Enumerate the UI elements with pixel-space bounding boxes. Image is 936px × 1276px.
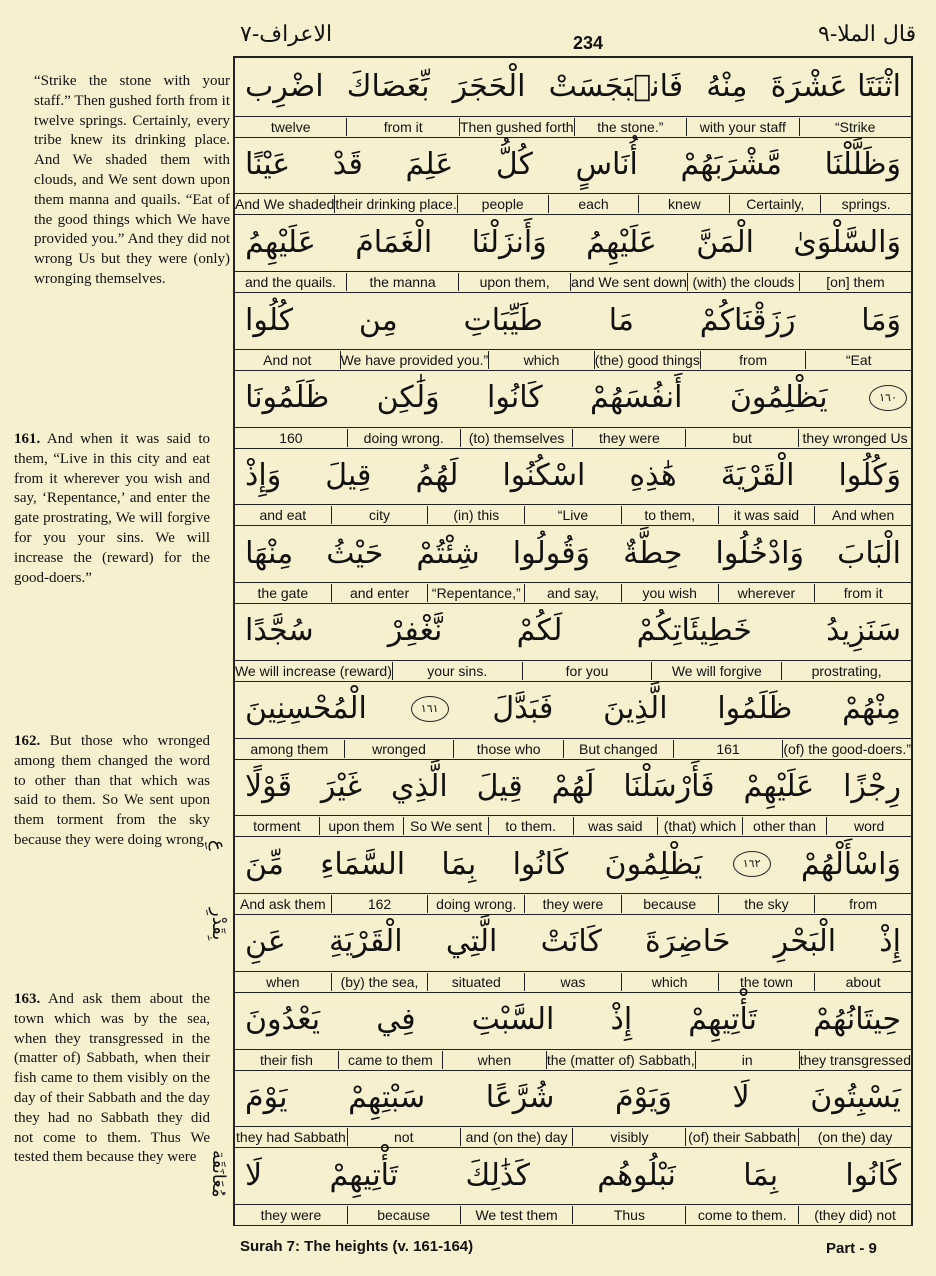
arabic-word: مَا <box>608 302 634 338</box>
word-translation: from <box>814 895 911 913</box>
word-translation: and say, <box>524 584 621 602</box>
arabic-word: سُجَّدًا <box>245 613 314 649</box>
verse-number: 162. <box>14 733 41 749</box>
verse-number: 161. <box>14 431 41 447</box>
verse-row <box>235 213 911 291</box>
arabic-line <box>239 913 907 971</box>
translation-line <box>235 738 911 760</box>
arabic-word: وَلَٰكِن <box>376 380 440 416</box>
translation-paragraph-161 <box>14 430 210 588</box>
arabic-word: يَظْلِمُونَ <box>729 380 828 416</box>
surah-footer: Surah 7: The heights (v. 161-164) <box>240 1238 474 1255</box>
translation-line <box>235 815 911 837</box>
word-translation: doing wrong. <box>347 429 460 447</box>
arabic-line <box>239 58 907 116</box>
arabic-word: الْبَابَ <box>837 535 901 571</box>
verse-row <box>235 835 911 913</box>
arabic-word: الْغَمَامَ <box>355 224 433 260</box>
arabic-word: يَسْبِتُونَ <box>810 1079 901 1115</box>
arabic-word: كُلُوا <box>245 302 294 338</box>
arabic-word: لَا <box>245 1157 263 1193</box>
word-translation: with your staff <box>686 118 798 136</box>
word-translation: you wish <box>621 584 718 602</box>
arabic-word: الَّذِينَ <box>603 691 668 727</box>
arabic-word: كَانُوا <box>512 846 569 882</box>
word-translation: upon them <box>319 817 404 835</box>
word-translation: We test them <box>460 1206 573 1224</box>
verse-row <box>235 58 911 136</box>
word-translation: springs. <box>820 195 911 213</box>
word-translation: (that) which <box>657 817 742 835</box>
arabic-word: ظَلَمُونَا <box>245 380 330 416</box>
surah-header: الاعراف-٧ <box>240 22 333 47</box>
arabic-word: وَالسَّلْوَىٰ <box>793 224 901 260</box>
translation-line <box>235 193 911 215</box>
word-translation: from it <box>814 584 911 602</box>
translation-paragraph-163 <box>14 990 210 1168</box>
word-translation: come to them. <box>685 1206 798 1224</box>
word-translation: So We sent <box>403 817 488 835</box>
arabic-word: حِطَّةٌ <box>623 535 683 571</box>
arabic-word: أَنفُسَهُمْ <box>590 380 683 416</box>
word-translation: the sky <box>718 895 815 913</box>
word-translation: (by) the sea, <box>331 973 428 991</box>
verse-row <box>235 680 911 758</box>
word-translation: from <box>700 351 806 369</box>
arabic-word: عَنِ <box>245 924 286 960</box>
arabic-word: عَلَيْهِمُ <box>586 224 657 260</box>
translation-line <box>235 504 911 526</box>
word-translation: And when <box>814 506 911 524</box>
arabic-word: مِنْهَا <box>245 535 294 571</box>
arabic-word: تَأْتِيهِمْ <box>329 1157 399 1193</box>
arabic-word: عَلِمَ <box>405 147 454 183</box>
word-translation: upon them, <box>458 273 570 291</box>
paragraph-text: But those who wronged among them changed the word to other than that which was said to them. So We sent upon them torment from the sky because they were doing wrong. <box>14 733 211 848</box>
arabic-word: كَانُوا <box>487 380 543 416</box>
arabic-line <box>239 602 907 660</box>
arabic-word: عَلَيْهِمُ <box>245 224 316 260</box>
arabic-word: قَدْ <box>332 147 363 183</box>
word-translation: the (matter of) Sabbath, <box>546 1051 695 1068</box>
word-translation: for you <box>522 662 652 680</box>
word-translation: the manna <box>346 273 458 291</box>
ayah-end-marker: ١٦١ <box>411 696 449 722</box>
paragraph-text: And when it was said to them, “Live in this city and eat from it wherever you wish and say, ‘Repentance,’ and enter the gate prostrating, We will forgive for you your sins. We will increase the (reward) for the good-doers.” <box>14 431 210 586</box>
arabic-word: مِنْهُ <box>706 69 748 105</box>
word-translation: they transgressed <box>799 1051 911 1068</box>
arabic-word: حَاضِرَةَ <box>645 924 731 960</box>
word-translation: it was said <box>718 506 815 524</box>
translation-line <box>235 582 911 604</box>
arabic-word: الَّذِي <box>391 768 448 804</box>
word-translation: when <box>266 973 300 990</box>
verse-row <box>235 758 911 836</box>
arabic-word: الْمُحْسِنِينَ <box>245 691 367 727</box>
word-translation: city <box>331 506 428 524</box>
word-translation: and eat <box>259 507 307 524</box>
ayah-end-marker: ١٦٠ <box>869 385 907 411</box>
word-translation: not <box>347 1128 460 1146</box>
arabic-word: وَظَلَّلْنَا <box>824 147 901 183</box>
word-translation: We will forgive <box>651 662 781 680</box>
arabic-word: وَكُلُوا <box>838 458 901 494</box>
arabic-word: شِئْتُمْ <box>416 535 480 571</box>
arabic-word: قِيلَ <box>325 458 372 494</box>
arabic-word: ظَلَمُوا <box>717 691 793 727</box>
word-translation: came to them <box>338 1051 442 1069</box>
word-translation: And not <box>263 351 312 368</box>
verse-row <box>235 1069 911 1147</box>
word-translation: But changed <box>563 740 673 758</box>
word-translation: to them, <box>621 506 718 524</box>
word-translation: torment <box>253 818 301 835</box>
word-translation: and the quails. <box>244 274 337 291</box>
arabic-word: لَهُمْ <box>551 768 595 804</box>
word-translation: in <box>695 1051 799 1069</box>
arabic-word: لَهُمُ <box>415 458 459 494</box>
word-translation: was <box>524 973 621 991</box>
word-translation: when <box>442 1051 546 1069</box>
paragraph-text: “Strike the stone with your staff.” Then gushed forth from it twelve springs. Certainly, every tribe knew its drinking place. And We shaded them with clouds, and We sent down upon them manna and quails. “Eat of the good things which We have provided you.” And they did not wrong Us but they were (only) wronging themselves. <box>34 73 230 287</box>
word-translation: the stone.” <box>574 118 686 136</box>
arabic-line <box>239 758 907 816</box>
arabic-word: مِّنَ <box>245 846 284 882</box>
arabic-word: اضْرِب <box>245 69 324 105</box>
word-translation: Then gushed forth <box>459 118 574 135</box>
word-translation: your sins. <box>392 662 522 680</box>
translation-line <box>235 349 911 371</box>
arabic-word: كَذَٰلِكَ <box>465 1157 530 1193</box>
arabic-word: نَّغْفِرْ <box>387 613 443 649</box>
word-translation: the gate <box>257 585 309 602</box>
translation-line <box>235 1204 911 1226</box>
arabic-word: خَطِيئَاتِكُمْ <box>636 613 752 649</box>
arabic-word: الْقَرْيَةِ <box>328 924 403 960</box>
arabic-word: اثْنَتَا عَشْرَةَ <box>770 69 901 105</box>
word-translation: wronged <box>344 740 454 758</box>
arabic-word: مِن <box>358 302 398 338</box>
word-translation: (they did) not <box>798 1206 911 1224</box>
arabic-word: هَٰذِهِ <box>629 458 677 494</box>
word-translation: visibly <box>572 1128 685 1146</box>
part-footer: Part - 9 <box>826 1240 877 1257</box>
translation-line <box>235 1126 911 1148</box>
arabic-word: كُلُّ <box>495 147 533 183</box>
arabic-word: لَا <box>732 1079 750 1115</box>
arabic-word: رَزَقْنَاكُمْ <box>699 302 796 338</box>
word-translation: from it <box>346 118 458 136</box>
arabic-line <box>239 447 907 505</box>
arabic-line <box>239 1146 907 1204</box>
word-translation: the town <box>718 973 815 991</box>
word-translation: and We sent down <box>571 274 687 291</box>
word-translation: (the) good things <box>594 351 700 368</box>
arabic-word: السَّمَاءِ <box>320 846 406 882</box>
word-translation: they were <box>524 895 621 913</box>
verse-row <box>235 524 911 602</box>
margin-note: بِقَدْرِ <box>208 908 229 941</box>
word-translation: (of) the good-doers.” <box>783 740 911 757</box>
arabic-word: حَيْثُ <box>326 535 384 571</box>
word-translation: to them. <box>488 817 573 835</box>
translation-line <box>235 427 911 449</box>
arabic-line <box>239 524 907 582</box>
arabic-word: تَأْتِيهِمْ <box>688 1002 757 1038</box>
verse-row <box>235 602 911 680</box>
word-translation: We have provided you.” <box>340 351 489 368</box>
arabic-word: قَوْلًا <box>245 768 292 804</box>
arabic-word: كَانَتْ <box>540 924 602 960</box>
arabic-word: إِذْ <box>610 1002 633 1038</box>
word-translation: knew <box>638 195 729 213</box>
arabic-word: يَعْدُونَ <box>245 1002 321 1038</box>
word-translation: (in) this <box>427 506 524 524</box>
arabic-line <box>239 136 907 194</box>
verse-row <box>235 291 911 369</box>
verse-number: 163. <box>14 991 41 1007</box>
word-translation: twelve <box>270 118 311 135</box>
arabic-word: وَيَوْمَ <box>615 1079 672 1115</box>
word-translation: word <box>826 817 911 835</box>
word-translation: was said <box>573 817 658 835</box>
arabic-line <box>239 835 907 893</box>
arabic-word: لَكُمْ <box>516 613 563 649</box>
arabic-word: عَيْنًا <box>245 147 291 183</box>
arabic-word: السَّبْتِ <box>471 1002 555 1038</box>
word-translation: and (on the) day <box>460 1128 573 1146</box>
arabic-word: عَلَيْهِمْ <box>743 768 815 804</box>
word-translation: wherever <box>718 584 815 602</box>
arabic-word: وَإِذْ <box>245 458 282 494</box>
word-translation: they had Sabbath <box>236 1129 346 1146</box>
translation-line <box>235 971 911 993</box>
verse-row <box>235 447 911 525</box>
arabic-line <box>239 991 907 1049</box>
verse-row <box>235 1146 911 1224</box>
word-translation: Certainly, <box>729 195 820 213</box>
arabic-word: يَوْمَ <box>245 1079 288 1115</box>
ayah-end-marker: ١٦٢ <box>733 851 771 877</box>
word-translation: but <box>685 429 798 447</box>
arabic-word: نَبْلُوهُم <box>597 1157 676 1193</box>
arabic-line <box>239 680 907 738</box>
word-translation: they were <box>260 1206 322 1223</box>
translation-line <box>235 116 911 138</box>
arabic-line <box>239 1069 907 1127</box>
arabic-word: فَأَرْسَلْنَا <box>623 768 715 804</box>
translation-line <box>235 271 911 293</box>
word-translation: and enter <box>331 584 428 602</box>
translation-paragraph-162 <box>14 732 210 851</box>
arabic-word: قِيلَ <box>476 768 523 804</box>
word-translation: they wronged Us <box>798 429 911 447</box>
translation-line <box>235 1049 911 1071</box>
arabic-word: مَّشْرَبَهُمْ <box>680 147 782 183</box>
word-translation: And ask them <box>240 896 326 913</box>
arabic-word: فِي <box>376 1002 416 1038</box>
word-translation: about <box>814 973 911 991</box>
arabic-word: وَمَا <box>861 302 901 338</box>
arabic-word: طَيِّبَاتِ <box>463 302 543 338</box>
arabic-word: بِمَا <box>743 1157 779 1193</box>
word-translation: 160 <box>279 429 303 446</box>
word-translation: Thus <box>572 1206 685 1224</box>
arabic-word: شُرَّعًا <box>485 1079 555 1115</box>
word-translation: each <box>548 195 639 213</box>
word-translation: because <box>347 1206 460 1224</box>
word-translation: those who <box>453 740 563 758</box>
translation-line <box>235 893 911 915</box>
arabic-word: فَبَدَّلَ <box>492 691 554 727</box>
arabic-word: وَادْخُلُوا <box>715 535 804 571</box>
word-translation: other than <box>742 817 827 835</box>
word-translation: 162 <box>331 895 428 913</box>
word-translation: And We shaded <box>235 196 335 213</box>
arabic-word: أُنَاسٍ <box>575 147 638 183</box>
paragraph-text: And ask them about the town which was by the sea, when they transgressed in the (matter of) Sabbath, when their fish came to them visibly on the day of their Sabbath and the day they had no Sabbath they did not come to them. Thus We tested them because they were <box>14 991 210 1166</box>
verse-row <box>235 136 911 214</box>
translation-paragraph <box>14 72 230 290</box>
arabic-word: الْقَرْيَةَ <box>720 458 795 494</box>
arabic-word: رِجْزًا <box>843 768 901 804</box>
word-translation: (to) themselves <box>460 429 573 447</box>
arabic-word: إِذْ <box>879 924 901 960</box>
translation-line <box>235 660 911 682</box>
word-translation: which <box>621 973 718 991</box>
word-translation: among them <box>250 740 329 757</box>
word-by-word-grid <box>233 56 913 1226</box>
page-number: 234 <box>572 33 604 53</box>
ruku-mark: عِ <box>208 840 229 851</box>
word-translation: their drinking place. <box>335 196 457 213</box>
word-translation: doing wrong. <box>427 895 524 913</box>
arabic-line <box>239 291 907 349</box>
juz-header: قال الملا-٩ <box>818 22 917 47</box>
word-translation: “Eat <box>805 351 911 369</box>
arabic-word: حِيتَانُهُمْ <box>813 1002 901 1038</box>
arabic-word: وَأَنزَلْنَا <box>471 224 547 260</box>
word-translation: they were <box>572 429 685 447</box>
verse-row <box>235 991 911 1069</box>
arabic-word: الْحَجَرَ <box>452 69 526 105</box>
verse-row <box>235 369 911 447</box>
arabic-word: وَاسْأَلْهُمْ <box>800 846 901 882</box>
word-translation: We will increase (reward) <box>235 662 392 679</box>
word-translation: their fish <box>259 1051 313 1068</box>
arabic-word: يَظْلِمُونَ <box>604 846 703 882</box>
word-translation: people <box>457 195 548 213</box>
arabic-word: اسْكُنُوا <box>502 458 586 494</box>
arabic-word: سَبْتِهِمْ <box>348 1079 426 1115</box>
word-translation: “Live <box>524 506 621 524</box>
word-translation: “Strike <box>799 118 911 136</box>
arabic-word: الَّتِي <box>445 924 498 960</box>
arabic-word: مِنْهُمْ <box>842 691 901 727</box>
arabic-word: سَنَزِيدُ <box>826 613 901 649</box>
arabic-word: بِمَا <box>441 846 477 882</box>
word-translation: (with) the clouds <box>687 273 799 291</box>
word-translation: [on] them <box>799 273 911 291</box>
word-translation: because <box>621 895 718 913</box>
word-translation: which <box>488 351 594 369</box>
word-translation: “Repentance,” <box>427 584 524 602</box>
margin-note: مُعَانَقَة <box>208 1150 229 1198</box>
verse-row <box>235 913 911 991</box>
word-translation: (on the) day <box>798 1128 911 1146</box>
arabic-word: فَانۢبَجَسَتْ <box>548 69 684 105</box>
arabic-line <box>239 213 907 271</box>
word-translation: situated <box>427 973 524 991</box>
arabic-word: الْمَنَّ <box>696 224 754 260</box>
arabic-word: الْبَحْرِ <box>773 924 837 960</box>
arabic-word: وَقُولُوا <box>512 535 591 571</box>
arabic-line <box>239 369 907 427</box>
arabic-word: غَيْرَ <box>320 768 363 804</box>
word-translation: prostrating, <box>781 662 911 680</box>
arabic-word: كَانُوا <box>845 1157 901 1193</box>
word-translation: 161 <box>673 740 783 758</box>
arabic-word: بِّعَصَاكَ <box>346 69 430 105</box>
word-translation: (of) their Sabbath <box>685 1128 798 1146</box>
